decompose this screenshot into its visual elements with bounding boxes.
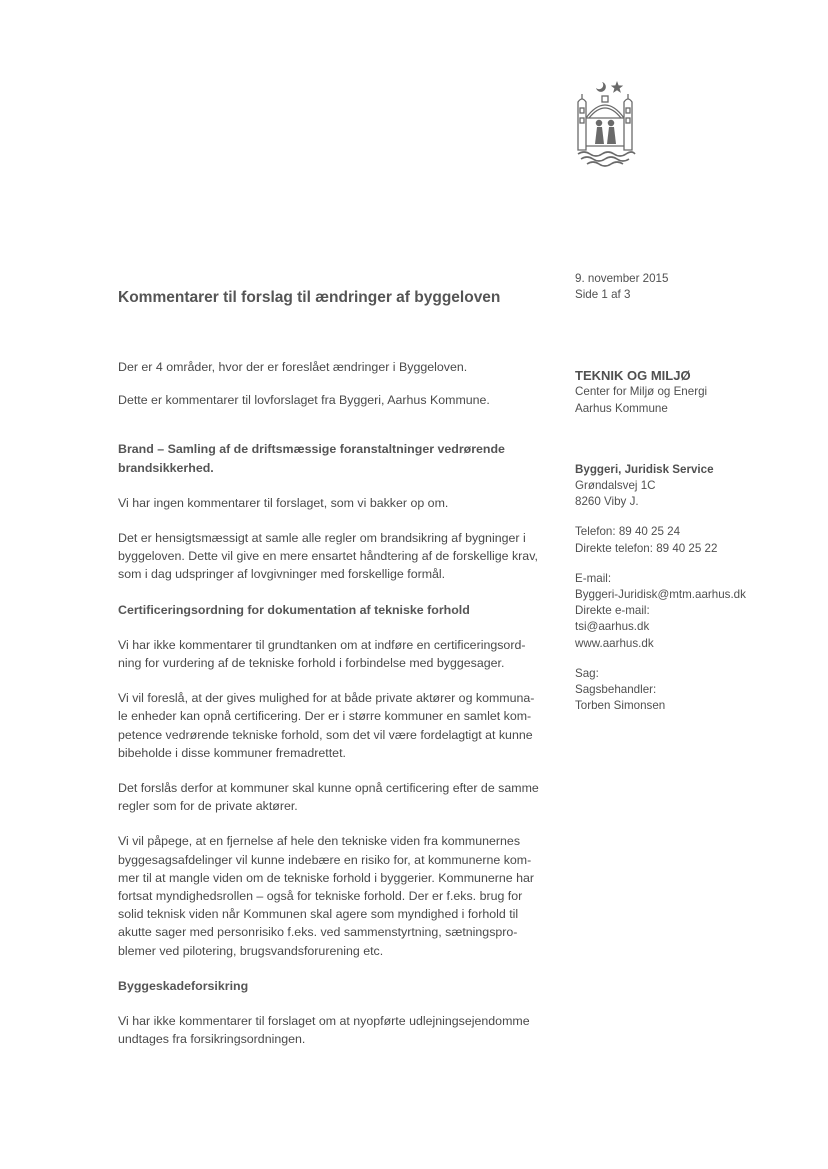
city-address: 8260 Viby J. <box>575 495 639 509</box>
case-officer-label: Sagsbehandler: <box>575 683 657 697</box>
aarhus-coat-of-arms-icon <box>569 78 641 170</box>
letter-date: 9. november 2015 <box>575 272 669 285</box>
website: www.aarhus.dk <box>575 636 654 650</box>
section-paragraph: Det er hensigtsmæssigt at samle alle regler om brandsikring af bygninger i byggeloven. Dette vil give en mere ensartet håndtering af de forskellige krav, som i dag udspringer af lovgivninger med forskellige formål. <box>118 531 538 582</box>
center-name: Center for Miljø og Energi <box>575 385 708 399</box>
section-heading: Certificeringsordning for dokumentation af tekniske forhold <box>118 602 470 617</box>
section-paragraph: Vi vil påpege, at en fjernelse af hele den tekniske viden fra kommunernes byggesagsafdelinger vil kunne indebære en risiko for, at kommunerne kom- mer til at mangle viden om de tekniske forhold i byggerier. Kommunerne har fortsat myndighedsrollen – også for tekniske forhold. Der er f.eks. brug for solid teknisk viden når Kommunen skal agere som myndighed i forhold til akutte sager med personrisiko f.eks. ved sammenstyrtning, sætningspro- blemer ved pilotering, brugsvandsforurening etc. <box>118 834 534 958</box>
email-address: Byggeri-Juridisk@mtm.aarhus.dk <box>575 588 746 602</box>
unit-name: Byggeri, Juridisk Service <box>575 462 714 476</box>
sender-sidebar <box>575 271 805 714</box>
section-paragraph: Vi har ikke kommentarer til forslaget om at nyopførte udlejningsejendomme undtages fra forsikringsordningen. <box>118 1014 530 1047</box>
page-number: Side 1 af 3 <box>575 288 631 302</box>
case-officer-name: Torben Simonsen <box>575 699 666 713</box>
email-label: E-mail: <box>575 571 612 585</box>
phone-number: Telefon: 89 40 25 24 <box>575 525 681 539</box>
section-paragraph: Vi har ikke kommentarer til grundtanken om at indføre en certificeringsord- ning for vurdering af de tekniske forhold i forbindelse med byggesager. <box>118 637 526 671</box>
section-heading: Byggeskadeforsikring <box>118 978 249 993</box>
direct-email-address: tsi@aarhus.dk <box>575 620 650 634</box>
section-paragraph: Det forslås derfor at kommuner skal kunne opnå certificering efter de samme regler som for de private aktører. <box>118 781 539 814</box>
department-name: TEKNIK OG MILJØ <box>575 368 691 384</box>
case-label: Sag: <box>575 666 599 680</box>
intro-paragraph: Dette er kommentarer til lovforslaget fra Byggeri, Aarhus Kommune. <box>118 393 490 408</box>
document-title: Kommentarer til forslag til ændringer af byggeloven <box>118 289 501 306</box>
direct-email-label: Direkte e-mail: <box>575 604 650 618</box>
document-body <box>118 358 558 1048</box>
section-heading: Brand – Samling af de driftsmæssige foranstaltninger vedrørende brandsikkerhed. <box>118 442 505 475</box>
direct-phone-number: Direkte telefon: 89 40 25 22 <box>575 541 718 555</box>
intro-paragraph: Der er 4 områder, hvor der er foreslået ændringer i Byggeloven. <box>118 360 468 374</box>
section-paragraph: Vi har ingen kommentarer til forslaget, som vi bakker op om. <box>118 495 449 510</box>
section-paragraph: Vi vil foreslå, at der gives mulighed for at både private aktører og kommuna- le enheder kan opnå certificering. Der er i større kommuner en samlet kom- petence vedrørende tekniske forhold, som det vil være fordelagtigt at kunne bibeholde i disse kommuner fremadrettet. <box>118 691 535 760</box>
street-address: Grøndalsvej 1C <box>575 479 656 493</box>
municipality-name: Aarhus Kommune <box>575 401 668 415</box>
